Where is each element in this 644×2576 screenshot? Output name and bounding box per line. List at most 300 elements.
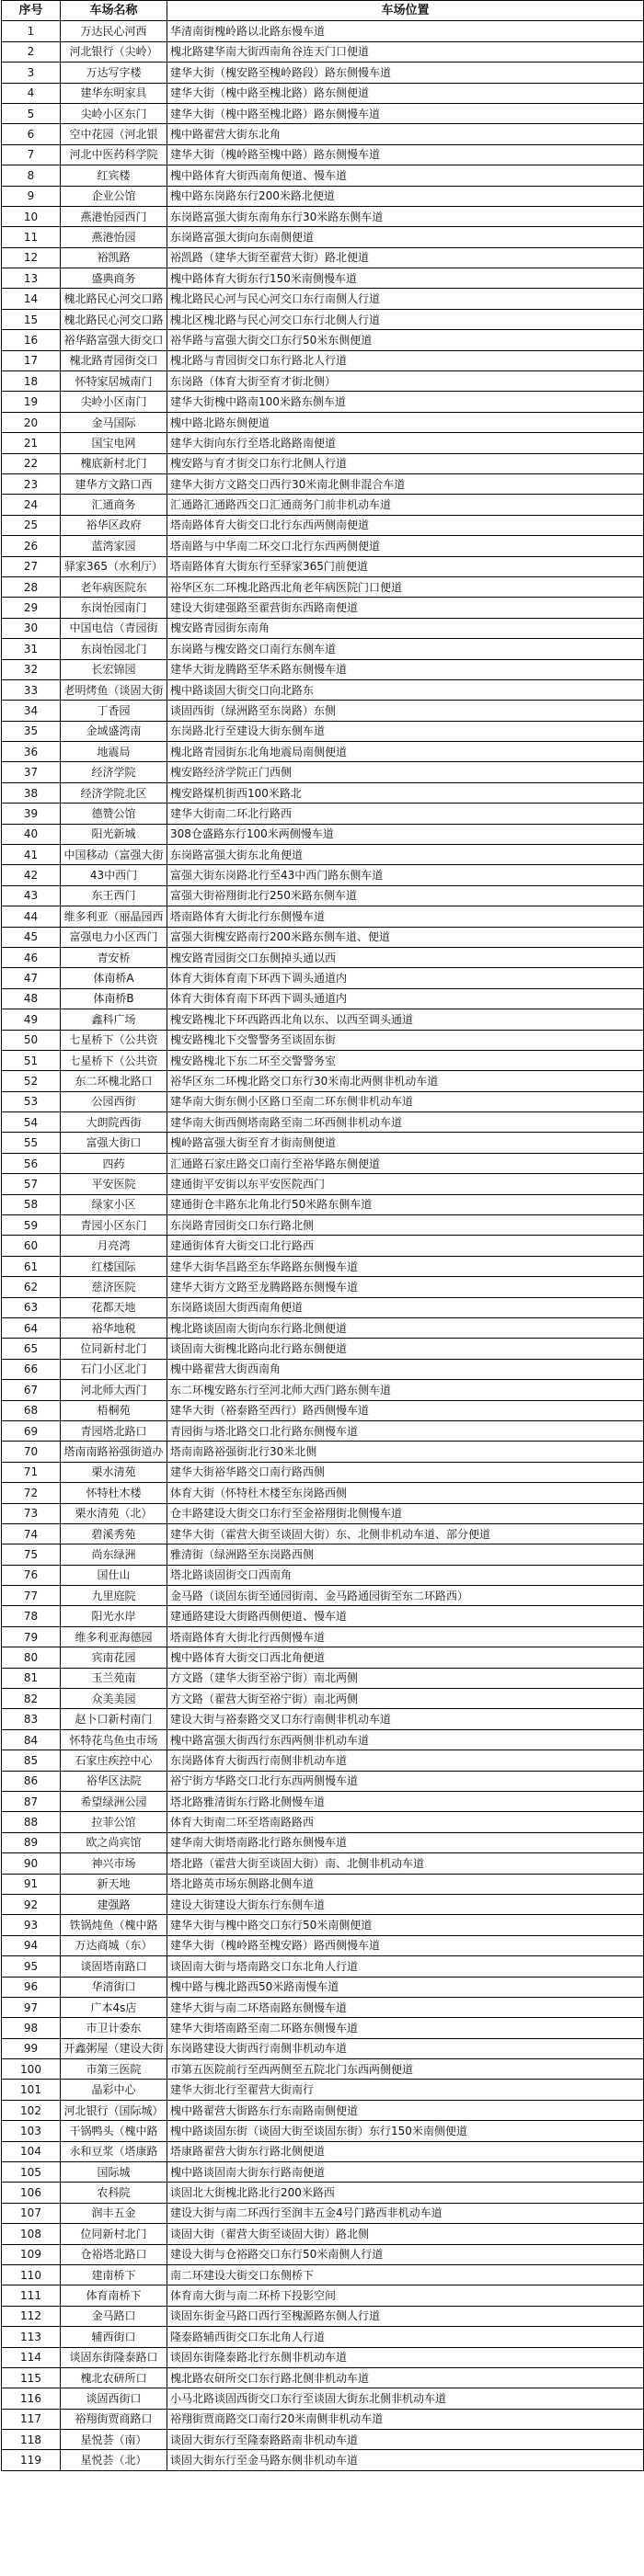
lot-location: 南二环建设大街交口东侧桥下: [167, 2264, 644, 2285]
table-row: [2, 2224, 644, 2244]
lot-name: 体南桥A: [61, 968, 167, 988]
lot-name: 红楼国际: [61, 1256, 167, 1276]
row-index: 9: [2, 186, 61, 206]
lot-name: 谈固西街口: [61, 2388, 167, 2409]
lot-name: 维多利亚海德园: [61, 1626, 167, 1647]
lot-location: 东岗路体育大街西行南侧非机动车道: [167, 1750, 644, 1771]
lot-name: 丁香园: [61, 701, 167, 721]
table-row: [2, 865, 644, 885]
lot-name: 裕翔街贾商路口: [61, 2409, 167, 2429]
row-index: 63: [2, 1297, 61, 1317]
lot-location: 建设大街建设大街东行东侧车道: [167, 1894, 644, 1914]
lot-location: 塔北路雅清街东行路北侧慢车道: [167, 1791, 644, 1811]
row-index: 40: [2, 824, 61, 844]
lot-name: 建南桥下: [61, 2264, 167, 2285]
table-row: [2, 2059, 644, 2080]
lot-location: 裕华区东二环槐北路交口东行30米南北两侧非机动车道: [167, 1071, 644, 1091]
row-index: 48: [2, 988, 61, 1009]
table-row: [2, 762, 644, 782]
lot-name: 位同新村北门: [61, 2224, 167, 2244]
lot-name: 神兴市场: [61, 1853, 167, 1874]
table-row: [2, 1009, 644, 1030]
table-row: [2, 1442, 644, 1462]
lot-name: 东王西门: [61, 885, 167, 906]
table-row: [2, 2080, 644, 2100]
lot-location: 建华大街华昌路至东华路路东侧慢车道: [167, 1256, 644, 1276]
row-index: 35: [2, 721, 61, 741]
row-index: 104: [2, 2141, 61, 2161]
lot-name: 建华方文路口西: [61, 473, 167, 494]
lot-location: 谈固大街东行至金马路东侧非机动车道: [167, 2450, 644, 2470]
lot-location: 汇通路石家庄路交口南行至裕华路东侧便道: [167, 1153, 644, 1173]
table-row: [2, 186, 644, 206]
lot-name: 怀特花鸟鱼虫市场: [61, 1729, 167, 1750]
lot-name: 七星桥下（公共资: [61, 1030, 167, 1050]
lot-location: 槐安路槐北下交警警务至谈固东街: [167, 1030, 644, 1050]
lot-location: 东岗路谈固大街西南角便道: [167, 1297, 644, 1317]
lot-location: 塔南路体育大街交口北行东西两侧南便道: [167, 515, 644, 535]
lot-location: 槐北路与青园街交口东行路北人行道: [167, 350, 644, 370]
lot-name: 地震局: [61, 742, 167, 762]
table-row: [2, 41, 644, 62]
table-row: [2, 1400, 644, 1420]
row-index: 6: [2, 124, 61, 144]
row-index: 53: [2, 1091, 61, 1111]
row-index: 56: [2, 1153, 61, 1173]
row-index: 85: [2, 1750, 61, 1771]
row-index: 110: [2, 2264, 61, 2285]
row-index: 15: [2, 309, 61, 329]
row-index: 11: [2, 227, 61, 247]
table-row: [2, 2367, 644, 2388]
row-index: 119: [2, 2450, 61, 2470]
table-row: [2, 63, 644, 83]
table-row: [2, 742, 644, 762]
lot-location: 槐中路体育大街东行150米南侧慢车道: [167, 268, 644, 289]
lot-location: 谈固南大街槐北路向北行路东侧便道: [167, 1339, 644, 1359]
table-row: [2, 124, 644, 144]
table-row: [2, 2327, 644, 2347]
lot-name: 玉兰苑南: [61, 1668, 167, 1688]
lot-location: 塔南路体育大街北行西侧慢车道: [167, 1626, 644, 1647]
lot-name: 大朗院西街: [61, 1112, 167, 1133]
lot-name: 碧溪秀苑: [61, 1523, 167, 1544]
lot-location: 槐中路谈固大街交口向北路东: [167, 679, 644, 700]
lot-name: 国仕山: [61, 1565, 167, 1585]
table-row: [2, 2162, 644, 2183]
table-row: [2, 144, 644, 165]
table-row: [2, 2450, 644, 2470]
lot-location: 建华大街向东行至塔北路路南便道: [167, 433, 644, 453]
row-index: 29: [2, 598, 61, 618]
table-row: [2, 2100, 644, 2120]
row-index: 58: [2, 1194, 61, 1214]
lot-name: 平安医院: [61, 1174, 167, 1194]
row-index: 30: [2, 618, 61, 638]
table-row: [2, 1997, 644, 2017]
lot-name: 国际城: [61, 2162, 167, 2183]
row-index: 84: [2, 1729, 61, 1750]
lot-name: 蓝湾家园: [61, 536, 167, 556]
row-index: 33: [2, 679, 61, 700]
lot-name: 盛典商务: [61, 268, 167, 289]
row-index: 69: [2, 1420, 61, 1441]
row-index: 81: [2, 1668, 61, 1688]
table-row: [2, 473, 644, 494]
lot-location: 建通街仓丰路东北角北行50米路东侧车道: [167, 1194, 644, 1214]
lot-location: 建设大街与仓裕路交口东行50米南侧人行道: [167, 2244, 644, 2264]
row-index: 60: [2, 1236, 61, 1256]
row-index: 87: [2, 1791, 61, 1811]
lot-name: 栗水清苑（北）: [61, 1503, 167, 1523]
table-row: [2, 906, 644, 927]
table-row: [2, 2018, 644, 2038]
row-index: 91: [2, 1874, 61, 1894]
row-index: 38: [2, 782, 61, 803]
lot-location: 建华大街裕华路交口南行路西侧: [167, 1462, 644, 1482]
lot-name: 万达商城（东）: [61, 1935, 167, 1955]
lot-location: 隆泰路辅西街交口东北角人行道: [167, 2327, 644, 2347]
table-header-row: [2, 1, 644, 21]
lot-name: 河北银行（尖岭）: [61, 41, 167, 62]
lot-location: 建华大街北行至翟营大街南行: [167, 2080, 644, 2100]
table-row: [2, 659, 644, 679]
lot-name: 金马路口: [61, 2306, 167, 2326]
row-index: 16: [2, 330, 61, 350]
row-index: 39: [2, 804, 61, 824]
lot-location: 富强大街裕翔街北行250米路东侧车道: [167, 885, 644, 906]
row-index: 96: [2, 1977, 61, 1997]
row-index: 99: [2, 2038, 61, 2058]
lot-location: 体育大街（怀特杜木楼至东岗路西侧: [167, 1483, 644, 1503]
lot-location: 雅清街（绿洲路至东岗路西侧: [167, 1544, 644, 1565]
row-index: 32: [2, 659, 61, 679]
table-row: [2, 289, 644, 309]
row-index: 50: [2, 1030, 61, 1050]
row-index: 37: [2, 762, 61, 782]
lot-location: 槐北路建华南大街西南角谷连天门口便道: [167, 41, 644, 62]
table-row: [2, 947, 644, 967]
lot-name: 辅西街口: [61, 2327, 167, 2347]
lot-name: 维多利亚（丽晶园西: [61, 906, 167, 927]
header-index: 序号: [2, 1, 61, 21]
row-index: 115: [2, 2367, 61, 2388]
lot-location: 谈固东街隆泰路北行东侧非机动车道: [167, 2347, 644, 2367]
lot-name: 青园塔北路口: [61, 1420, 167, 1441]
table-row: [2, 1359, 644, 1379]
table-row: [2, 1297, 644, 1317]
lot-location: 槐安路槐北下环西路西北角以东、以西至调头通道: [167, 1009, 644, 1030]
lot-location: 建华大街（槐安路至槐岭路段）路东侧慢车道: [167, 63, 644, 83]
table-row: [2, 1729, 644, 1750]
table-row: [2, 1586, 644, 1606]
lot-location: 槐中路北路东侧便道: [167, 412, 644, 432]
row-index: 62: [2, 1277, 61, 1297]
table-row: [2, 2244, 644, 2264]
table-row: [2, 782, 644, 803]
lot-location: 方文路（建华大街至裕宁街）南北两侧: [167, 1668, 644, 1688]
row-index: 46: [2, 947, 61, 967]
lot-name: 红宾楼: [61, 165, 167, 186]
lot-name: 东二环槐北路口: [61, 1071, 167, 1091]
lot-location: 槐中路翟营大街路东行东南路南侧便道: [167, 2100, 644, 2120]
row-index: 117: [2, 2409, 61, 2429]
row-index: 64: [2, 1318, 61, 1339]
row-index: 61: [2, 1256, 61, 1276]
lot-name: 新天地: [61, 1874, 167, 1894]
lot-name: 青园小区东门: [61, 1215, 167, 1236]
lot-location: 体育南大街与南二环桥下投影空间: [167, 2285, 644, 2306]
row-index: 108: [2, 2224, 61, 2244]
lot-location: 塔南路体育大街北行东侧慢车道: [167, 906, 644, 927]
table-row: [2, 371, 644, 392]
row-index: 43: [2, 885, 61, 906]
lot-location: 仓丰路建设大街交口东行至金裕翔街北侧慢车道: [167, 1503, 644, 1523]
table-row: [2, 1812, 644, 1832]
row-index: 78: [2, 1606, 61, 1626]
lot-name: 经济学院北区: [61, 782, 167, 803]
table-row: [2, 1874, 644, 1894]
lot-name: 慈济医院: [61, 1277, 167, 1297]
table-row: [2, 2121, 644, 2141]
table-row: [2, 2409, 644, 2429]
row-index: 34: [2, 701, 61, 721]
table-row: [2, 1935, 644, 1955]
row-index: 18: [2, 371, 61, 392]
lot-name: 花都天地: [61, 1297, 167, 1317]
lot-location: 裕华区东二环槐北路西北角老年病医院门口便道: [167, 576, 644, 597]
lot-name: 尚东绿洲: [61, 1544, 167, 1565]
lot-name: 富强大街口: [61, 1133, 167, 1153]
lot-name: 经济学院: [61, 762, 167, 782]
lot-name: 希望绿洲公园: [61, 1791, 167, 1811]
lot-name: 驿家365（水利厅）: [61, 556, 167, 576]
lot-name: 塔南南路裕强街道办: [61, 1442, 167, 1462]
row-index: 97: [2, 1997, 61, 2017]
lot-location: 塔康路翟营大街东行路北侧便道: [167, 2141, 644, 2161]
table-row: [2, 309, 644, 329]
table-row: [2, 1256, 644, 1276]
row-index: 65: [2, 1339, 61, 1359]
row-index: 1: [2, 21, 61, 41]
lot-location: 华清南街槐岭路以北路东慢车道: [167, 21, 644, 41]
table-row: [2, 988, 644, 1009]
row-index: 112: [2, 2306, 61, 2326]
table-row: [2, 2203, 644, 2223]
table-row: [2, 1420, 644, 1441]
lot-location: 槐安路青园街交口东侧掉头通以西: [167, 947, 644, 967]
row-index: 109: [2, 2244, 61, 2264]
lot-location: 槐安路青园街东南角: [167, 618, 644, 638]
row-index: 88: [2, 1812, 61, 1832]
lot-location: 体育大街南二环至塔南路路西: [167, 1812, 644, 1832]
table-row: [2, 2183, 644, 2203]
lot-name: 开鑫粥屋（建设大街: [61, 2038, 167, 2058]
table-row: [2, 268, 644, 289]
lot-location: 塔南路与中华南二环交口北行东西两侧便道: [167, 536, 644, 556]
row-index: 73: [2, 1503, 61, 1523]
table-row: [2, 2388, 644, 2409]
lot-name: 石家庄疾控中心: [61, 1750, 167, 1771]
table-row: [2, 598, 644, 618]
lot-name: 位同新村北门: [61, 1339, 167, 1359]
lot-name: 九里庭院: [61, 1586, 167, 1606]
row-index: 95: [2, 1956, 61, 1977]
row-index: 94: [2, 1935, 61, 1955]
row-index: 36: [2, 742, 61, 762]
lot-location: 金马路（谈固东街至通园街南、金马路通园街至东二环路西）: [167, 1586, 644, 1606]
row-index: 13: [2, 268, 61, 289]
lot-name: 宾南花园: [61, 1647, 167, 1668]
lot-location: 建华大街（裕泰路至西行）路西侧慢车道: [167, 1400, 644, 1420]
lot-name: 燕港怡园西门: [61, 206, 167, 226]
lot-name: 干锅鸭头（槐中路: [61, 2121, 167, 2141]
lot-location: 槐北区槐北路与民心河交口东行北侧人行道: [167, 309, 644, 329]
row-index: 26: [2, 536, 61, 556]
lot-location: 槐安路经济学院正门西侧: [167, 762, 644, 782]
lot-location: 裕凯路（建华大街至翟营大街）路北便道: [167, 247, 644, 268]
table-row: [2, 556, 644, 576]
row-index: 89: [2, 1832, 61, 1852]
lot-name: 拉菲公馆: [61, 1812, 167, 1832]
lot-location: 建华大街与南二环塔南路东侧慢车道: [167, 1997, 644, 2017]
table-row: [2, 721, 644, 741]
table-row: [2, 1709, 644, 1729]
lot-location: 谈固大街东行至隆泰路路南非机动车道: [167, 2430, 644, 2450]
row-index: 27: [2, 556, 61, 576]
lot-location: 槐北路民心河与民心河交口东行南侧人行道: [167, 289, 644, 309]
lot-location: 槐北路农研所交口东行路北侧非机动车道: [167, 2367, 644, 2388]
lot-location: 塔南路体育大街东行至驿家365门前便道: [167, 556, 644, 576]
lot-name: 富强电力小区西门: [61, 927, 167, 947]
row-index: 54: [2, 1112, 61, 1133]
lot-name: 晶彩中心: [61, 2080, 167, 2100]
lot-name: 市卫计委东: [61, 2018, 167, 2038]
table-row: [2, 1483, 644, 1503]
lot-location: 槐中路体育大街西南角便道、慢车道: [167, 165, 644, 186]
lot-location: 槐安路槐北下东二环至交警警务室: [167, 1050, 644, 1070]
table-row: [2, 1647, 644, 1668]
table-row: [2, 412, 644, 432]
lot-name: 河北师大西门: [61, 1380, 167, 1400]
table-row: [2, 227, 644, 247]
row-index: 19: [2, 392, 61, 412]
row-index: 68: [2, 1400, 61, 1420]
row-index: 74: [2, 1523, 61, 1544]
row-index: 20: [2, 412, 61, 432]
lot-name: 槐底新村北门: [61, 453, 167, 473]
lot-location: 富强大街槐安路南行200米路东侧车道、便道: [167, 927, 644, 947]
lot-location: 小马北路谈固西街交口东行至谈固大街东北侧非机动车道: [167, 2388, 644, 2409]
lot-location: 槐中路翟营大街西南角: [167, 1359, 644, 1379]
lot-location: 建华大街（槐中路至槐北路）路东侧慢车道: [167, 103, 644, 123]
table-row: [2, 515, 644, 535]
table-row: [2, 1112, 644, 1133]
row-index: 111: [2, 2285, 61, 2306]
row-index: 52: [2, 1071, 61, 1091]
lot-name: 槐北路民心河交口路: [61, 309, 167, 329]
lot-name: 企业公馆: [61, 186, 167, 206]
lot-location: 建华南大街西侧塔南路至南二环西侧非机动车道: [167, 1112, 644, 1133]
lot-location: 建华大街（槐岭路至槐安路）路西侧慢车道: [167, 1935, 644, 1955]
lot-location: 槐安路煤机街西100米路北: [167, 782, 644, 803]
lot-name: 星悦荟（北）: [61, 2450, 167, 2470]
lot-name: 汇通商务: [61, 495, 167, 515]
lot-name: 尖岭小区东门: [61, 103, 167, 123]
row-index: 47: [2, 968, 61, 988]
row-index: 2: [2, 41, 61, 62]
lot-name: 赵卜口新村南门: [61, 1709, 167, 1729]
row-index: 103: [2, 2121, 61, 2141]
lot-location: 裕宁街方华路交口北行东西两侧慢车道: [167, 1771, 644, 1791]
table-row: [2, 350, 644, 370]
row-index: 118: [2, 2430, 61, 2450]
lot-name: 裕华区法院: [61, 1771, 167, 1791]
lot-name: 市第三医院: [61, 2059, 167, 2080]
row-index: 107: [2, 2203, 61, 2223]
table-row: [2, 576, 644, 597]
lot-name: 河北银行（国际城）: [61, 2100, 167, 2120]
table-row: [2, 1544, 644, 1565]
lot-name: 绿家小区: [61, 1194, 167, 1214]
table-row: [2, 1215, 644, 1236]
lot-name: 长宏锦园: [61, 659, 167, 679]
table-row: [2, 1503, 644, 1523]
row-index: 100: [2, 2059, 61, 2080]
table-row: [2, 1318, 644, 1339]
lot-location: 建华大街与槐中路交口东行50米南侧便道: [167, 1915, 644, 1935]
table-row: [2, 1565, 644, 1585]
table-row: [2, 804, 644, 824]
table-row: [2, 165, 644, 186]
row-index: 7: [2, 144, 61, 165]
lot-name: 中国电信（青园街: [61, 618, 167, 638]
table-row: [2, 1606, 644, 1626]
row-index: 83: [2, 1709, 61, 1729]
row-index: 49: [2, 1009, 61, 1030]
table-row: [2, 618, 644, 638]
table-row: [2, 1689, 644, 1709]
lot-location: 裕华路与富强大街交口东行50米东侧便道: [167, 330, 644, 350]
lot-location: 建设大街建强路至翟营街东西路南便道: [167, 598, 644, 618]
lot-location: 方文路（翟营大街至裕宁街）南北两侧: [167, 1689, 644, 1709]
table-row: [2, 1668, 644, 1688]
table-row: [2, 1832, 644, 1852]
table-row: [2, 885, 644, 906]
row-index: 101: [2, 2080, 61, 2100]
table-row: [2, 1626, 644, 1647]
lot-location: 建华大街（霍营大街至谈固大街）东、北侧非机动车道、部分便道: [167, 1523, 644, 1544]
lot-location: 体育大街体育南下环西下调头通道内: [167, 968, 644, 988]
table-row: [2, 1380, 644, 1400]
row-index: 22: [2, 453, 61, 473]
lot-location: 308仓盛路东行100米两侧慢车道: [167, 824, 644, 844]
row-index: 113: [2, 2327, 61, 2347]
lot-name: 仓裕塔北路口: [61, 2244, 167, 2264]
lot-location: 塔南南路裕强街北行30米北侧: [167, 1442, 644, 1462]
lot-location: 塔北路英市场东侧路北侧车道: [167, 1874, 644, 1894]
lot-name: 广本4s店: [61, 1997, 167, 2017]
lot-location: 槐中路体育大街交口西北角便道: [167, 1647, 644, 1668]
table-row: [2, 1956, 644, 1977]
row-index: 57: [2, 1174, 61, 1194]
lot-location: 槐北路谈固南大街向东行路北侧便道: [167, 1318, 644, 1339]
lot-location: 槐中路东岗路东行200米路北便道: [167, 186, 644, 206]
lot-name: 七星桥下（公共资: [61, 1050, 167, 1070]
lot-name: 燕港怡园: [61, 227, 167, 247]
lot-location: 塔北路（霍营大街至谈固大街）南、北侧非机动车道: [167, 1853, 644, 1874]
lot-location: 槐安路与育才街交口东行北侧人行道: [167, 453, 644, 473]
